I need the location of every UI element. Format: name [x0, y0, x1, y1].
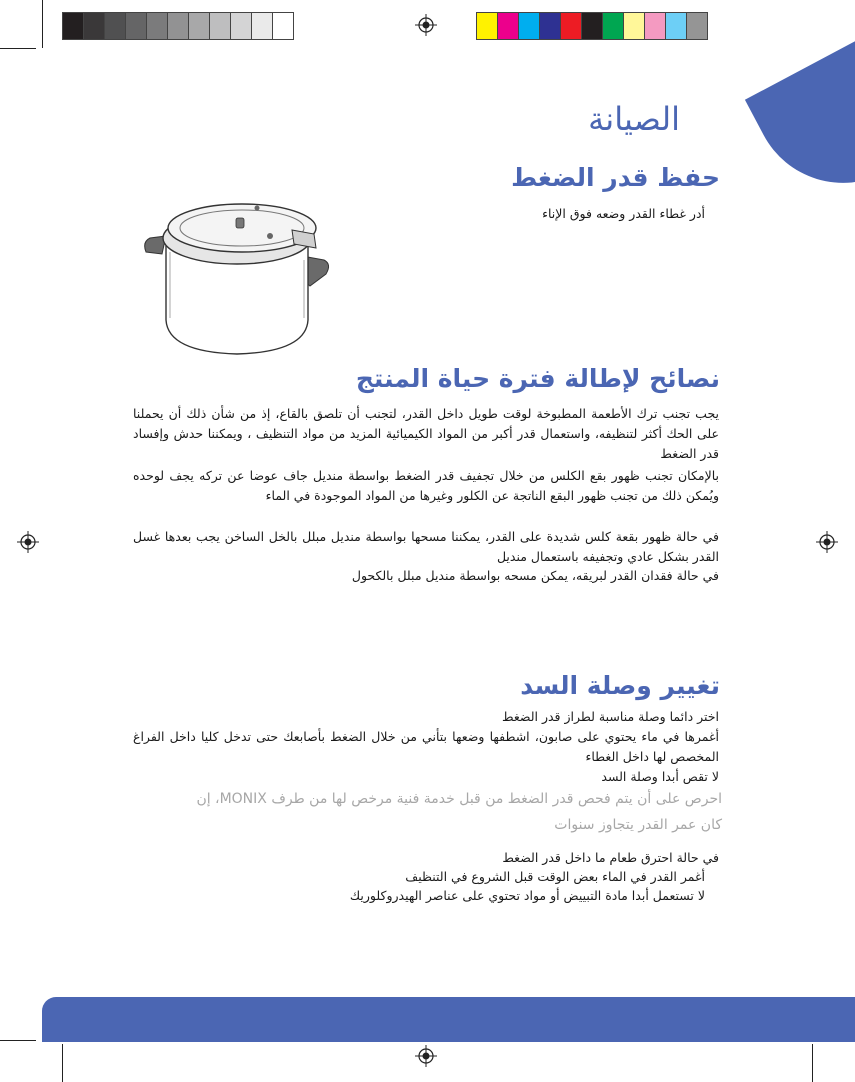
color-swatch [125, 12, 147, 40]
footer-band [42, 997, 855, 1042]
crop-mark [62, 1044, 63, 1082]
crop-mark [42, 0, 43, 48]
seal-instruction: اختر دائما وصلة مناسبة لطراز قدر الضغط [501, 709, 719, 724]
service-check-notice: كان عمر القدر يتجاوز سنوات [554, 817, 722, 833]
heading-product-life-tips: نصائح لإطالة فترة حياة المنتج [355, 364, 720, 393]
color-swatch [539, 12, 561, 40]
registration-mark-icon [816, 531, 838, 553]
color-swatch [209, 12, 231, 40]
color-swatch [686, 12, 708, 40]
seal-instruction: أغمرها في ماء يحتوي على صابون، اشطفها وضعها بتأني من خلال الضغط بأصابعك حتى تدخل كليا داخل الفراغ المخصص لها داخل الغطاء [133, 729, 719, 764]
service-check-notice: احرص على أن يتم فحص قدر الضغط من قبل خدمة فنية مرخص لها من طرف MONIX، إن [196, 791, 722, 807]
registration-mark-icon [415, 1045, 437, 1067]
color-swatch [581, 12, 603, 40]
color-swatch [623, 12, 645, 40]
tip-paragraph: بالإمكان تجنب ظهور بقع الكلس من خلال تجفيف قدر الضغط بواسطة منديل جاف عوضا عن تركه يجف لوحده ويُمكن ذلك من تجنب ظهور البقع الناتجة عن الكلور وغيرها من المواد الموجودة في الماء [133, 468, 719, 503]
registration-mark-icon [17, 531, 39, 553]
color-swatch [188, 12, 210, 40]
burnt-food-instruction: أغمر القدر في الماء بعض الوقت قبل الشروع في التنظيف [405, 869, 705, 884]
grayscale-color-bar [62, 12, 293, 40]
tip-paragraph: في حالة فقدان القدر لبريقه، يمكن مسحه بواسطة منديل مبلل بالكحول [351, 568, 719, 583]
burnt-food-instruction: لا تستعمل أبدا مادة التبييض أو مواد تحتوي على عناصر الهيدروكلوريك [349, 888, 705, 903]
color-swatch [602, 12, 624, 40]
page-title: الصيانة [588, 100, 680, 138]
registration-mark-icon [415, 14, 437, 36]
color-swatch [230, 12, 252, 40]
color-swatch [518, 12, 540, 40]
seal-instruction: لا تقص أبدا وصلة السد [601, 769, 719, 784]
process-color-bar [476, 12, 707, 40]
color-swatch [83, 12, 105, 40]
color-swatch [104, 12, 126, 40]
corner-tab-decoration [745, 20, 855, 215]
color-swatch [251, 12, 273, 40]
crop-mark [0, 1040, 36, 1041]
tip-paragraph: يجب تجنب ترك الأطعمة المطبوخة لوقت طويل داخل القدر، لتجنب أن تلصق بالقاع، إذ من شأن ذلك أن يحملنا على الحك أكثر لتنظيفه، واستعمال قدر أكبر من المواد الكيميائية المزيد من مواد التنظيف ، ويمكننا حدش وإفساد قدر الضغط [133, 406, 719, 461]
crop-mark [0, 48, 36, 49]
color-swatch [476, 12, 498, 40]
heading-change-seal: تغيير وصلة السد [520, 671, 720, 700]
tip-paragraph: في حالة ظهور بقعة كلس شديدة على القدر، يمكننا مسحها بواسطة منديل مبلل بالخل الساخن يجب بعدها غسل القدر بشكل عادي وتجفيفه باستعمال منديل [133, 529, 719, 564]
color-swatch [167, 12, 189, 40]
storage-instruction: أدر غطاء القدر وضعه فوق الإناء [542, 206, 705, 221]
color-swatch [560, 12, 582, 40]
color-swatch [146, 12, 168, 40]
crop-mark [812, 1044, 813, 1082]
color-swatch [665, 12, 687, 40]
color-swatch [644, 12, 666, 40]
pressure-cooker-illustration-icon [142, 190, 332, 365]
color-swatch [272, 12, 294, 40]
heading-pressure-cooker-storage: حفظ قدر الضغط [511, 163, 720, 192]
color-swatch [497, 12, 519, 40]
color-swatch [62, 12, 84, 40]
burnt-food-instruction: في حالة احترق طعام ما داخل قدر الضغط [502, 850, 719, 865]
